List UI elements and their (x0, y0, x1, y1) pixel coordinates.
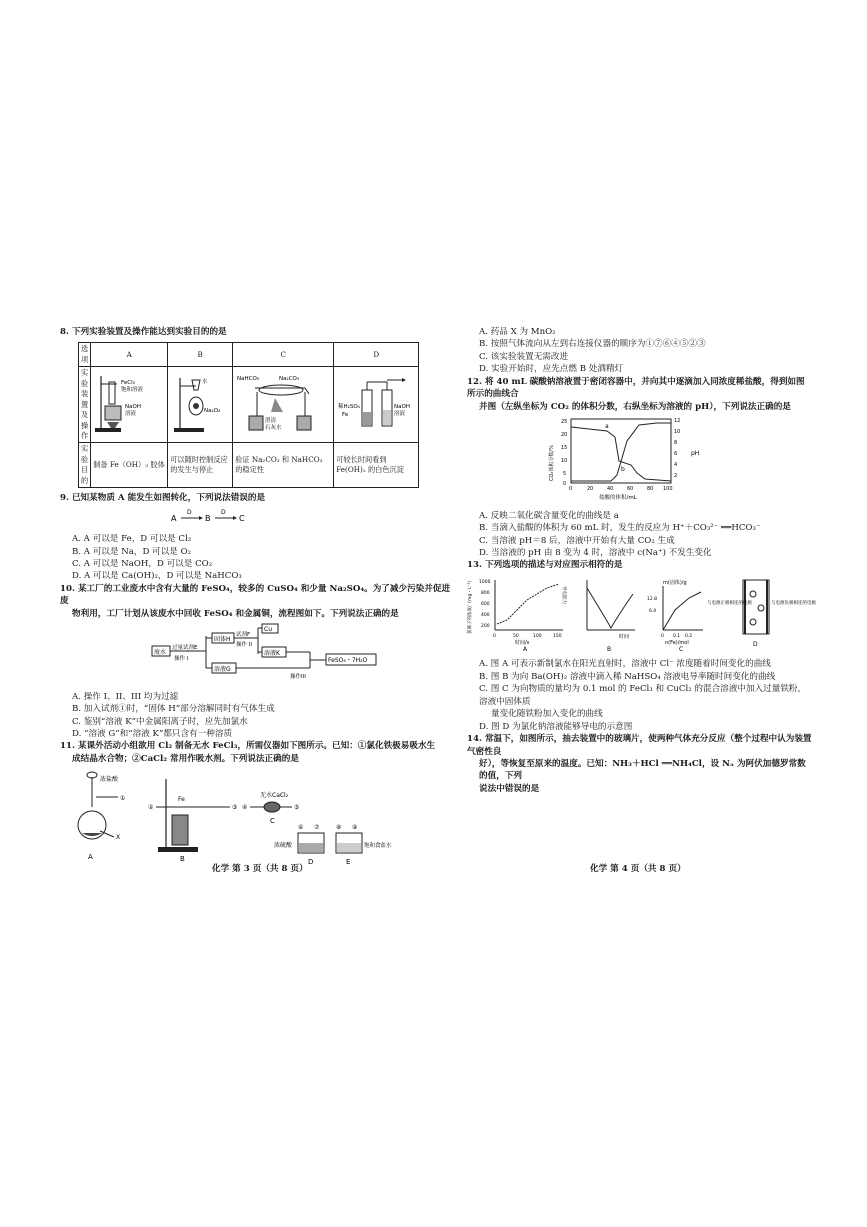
svg-text:1000: 1000 (479, 579, 491, 585)
svg-text:浓盐酸: 浓盐酸 (100, 776, 119, 784)
svg-text:Cu: Cu (264, 626, 272, 634)
svg-text:6: 6 (674, 451, 678, 458)
svg-text:B: B (607, 645, 612, 653)
q12-option: D. 当溶液的 pH 由 8 变为 4 时，溶液中 c(Na⁺) 不发生变化 (479, 547, 712, 558)
svg-text:800: 800 (481, 590, 490, 596)
q11-option: C. 该实验装置无需改进 (479, 351, 569, 362)
svg-text:Fe: Fe (342, 412, 349, 419)
svg-text:20: 20 (561, 432, 568, 439)
q12-option: C. 当溶液 pH＝8 后，溶液中开始有大量 CO₂ 生成 (479, 535, 675, 546)
svg-text:b: b (621, 466, 625, 474)
q13-option: A. 图 A 可表示新制氯水在阳光直射时，溶液中 Cl⁻ 浓度随着时间变化的曲线 (479, 659, 771, 670)
svg-text:A: A (523, 645, 528, 653)
right-page (467, 326, 816, 795)
svg-text:8: 8 (674, 440, 678, 447)
svg-text:D: D (308, 858, 314, 867)
q13-option: B. 图 B 为向 Ba(OH)₂ 溶液中滴入稀 NaHSO₄ 溶液电导率随时间变化的曲线 (479, 671, 776, 682)
svg-text:Fe: Fe (178, 796, 185, 804)
svg-text:A: A (170, 513, 176, 523)
svg-text:0: 0 (569, 486, 573, 493)
svg-text:0: 0 (661, 633, 664, 639)
q10-option: D. “溶液 G”和“溶液 K”都只含有一种溶质 (72, 729, 233, 740)
q14-stem-2: 好），等恢复至原来的温度。已知：NH₃＋HCl ══NH₄Cl，设 Nₐ 为阿伏加德罗常数的值，下列 (479, 758, 806, 782)
q13-figures (467, 574, 816, 656)
svg-text:溶液G: 溶液G (214, 666, 231, 674)
svg-text:60: 60 (627, 486, 634, 493)
svg-text:15: 15 (561, 445, 568, 452)
goal-d: 可较长时间看到 Fe(OH)₂ 的白色沉淀 (334, 443, 419, 488)
q12-option: A. 反映二氧化碳含量变化的曲线是 a (479, 510, 619, 521)
svg-text:⑤: ⑤ (294, 804, 300, 812)
svg-text:C: C (679, 645, 684, 653)
svg-text:试剂F: 试剂F (236, 632, 251, 639)
svg-text:②: ② (148, 804, 154, 812)
svg-text:40: 40 (607, 486, 614, 493)
q9-option: A. A 可以是 Fe，D 可以是 Cl₂ (72, 534, 192, 545)
svg-text:25: 25 (561, 419, 568, 426)
left-footer: 化学 第 3 页（共 8 页） (212, 864, 308, 874)
table-header-cell: A (91, 343, 168, 367)
svg-text:10: 10 (561, 458, 568, 465)
q13-option: D. 图 D 为氯化钠溶液能够导电的示意图 (479, 721, 633, 732)
svg-text:a: a (605, 423, 609, 431)
svg-text:澄清: 澄清 (265, 418, 277, 425)
row-label-purpose: 实验 目的 (79, 443, 91, 488)
svg-text:50: 50 (513, 633, 519, 639)
table-header-cell: C (233, 343, 334, 367)
q12-option: B. 当滴入盐酸的体积为 60 mL 时，发生的反应为 H⁺＋CO₃²⁻ ══HCO₃⁻ (479, 523, 761, 534)
svg-text:100: 100 (533, 633, 542, 639)
svg-text:D: D (186, 508, 192, 516)
svg-text:过量试剂E: 过量试剂E (172, 645, 198, 652)
svg-text:B: B (180, 855, 185, 864)
svg-text:C: C (270, 817, 275, 826)
svg-text:水: 水 (202, 379, 208, 386)
svg-text:氯离子的浓度/（mg・L⁻¹）: 氯离子的浓度/（mg・L⁻¹） (468, 577, 473, 634)
svg-text:4: 4 (674, 462, 678, 469)
q10-stem-2: 物利用，工厂计划从该废水中回收 FeSO₄ 和金属铜，流程图如下。下列说法正确的是 (72, 608, 399, 619)
q10-stem-1: 10. 某工厂的工业废水中含有大量的 FeSO₄，较多的 CuSO₄ 和少量 Na₂SO₄。为了减少污染并促进废 (60, 583, 451, 607)
svg-text:盐酸的体积/mL: 盐酸的体积/mL (599, 495, 637, 502)
svg-text:200: 200 (481, 623, 490, 629)
svg-text:CO₂体积分数/%: CO₂体积分数/% (549, 445, 555, 482)
svg-text:D: D (753, 640, 758, 648)
svg-text:溶液K: 溶液K (264, 650, 280, 658)
svg-text:600: 600 (481, 601, 490, 607)
svg-text:①: ① (120, 795, 126, 803)
svg-text:NaOH: NaOH (125, 404, 142, 411)
svg-text:12.8: 12.8 (647, 596, 658, 602)
q9-option: D. A 可以是 Ca(OH)₂，D 可以是 NaHCO₃ (72, 571, 242, 582)
q9-scheme (0, 507, 455, 531)
q11-apparatus (60, 767, 455, 871)
q13-option: 量变化随铁粉加入变化的曲线 (491, 709, 603, 720)
svg-text:饱和溶液: 饱和溶液 (121, 387, 144, 394)
svg-text:n(Fe)/mol: n(Fe)/mol (665, 639, 689, 646)
svg-text:固体H: 固体H (214, 636, 231, 644)
q9-option: C. A 可以是 NaOH，D 可以是 CO₂ (72, 558, 213, 569)
apparatus-c-drawing (235, 372, 331, 434)
q10-option: A. 操作 I、II、III 均为过滤 (72, 691, 179, 702)
svg-text:导电能力: 导电能力 (561, 585, 566, 604)
apparatus-b-drawing (170, 372, 230, 434)
apparatus-a-drawing (93, 372, 165, 434)
svg-text:5: 5 (563, 471, 567, 478)
svg-text:100: 100 (663, 486, 673, 493)
q12-stem-1: 12. 将 40 mL 碳酸钠溶液置于密闭容器中，并向其中逐滴加入同浓度稀盐酸，得到如图所示的曲线合 (467, 376, 805, 400)
q13-stem: 13. 下列选项的描述与对应图示相符的是 (467, 560, 623, 571)
svg-text:溶液: 溶液 (125, 411, 137, 418)
q10-flowchart (150, 624, 455, 688)
svg-text:0.1: 0.1 (673, 633, 681, 639)
q11-option: A. 药品 X 为 MnO₂ (479, 327, 556, 337)
q9-option: B. A 可以是 Na，D 可以是 O₂ (72, 546, 192, 557)
right-footer: 化学 第 4 页（共 8 页） (590, 864, 686, 874)
svg-text:150: 150 (553, 633, 562, 639)
svg-text:稀H₂SO₄: 稀H₂SO₄ (338, 404, 361, 411)
q11-apparatus-drawing (60, 767, 390, 867)
q10-option: B. 加入试剂①时，“固体 H”部分溶解同时有气体生成 (72, 704, 275, 715)
svg-text:0: 0 (563, 481, 567, 488)
q12-chart-drawing (547, 415, 700, 503)
table-header-cell: 选项 (79, 343, 91, 367)
svg-text:0.2: 0.2 (685, 633, 693, 639)
row-label-apparatus: 实验 装置 及 操作 (79, 367, 91, 443)
svg-text:E: E (346, 858, 351, 867)
q14-stem-1: 14. 常温下，如图所示，抽去装置中的玻璃片，使两种气体充分反应（整个过程中认为装置气密性良 (467, 734, 812, 757)
svg-text:无水CaCl₂: 无水CaCl₂ (260, 792, 289, 800)
svg-text:B: B (204, 513, 210, 523)
goal-c: 验证 Na₂CO₃ 和 NaHCO₃ 的稳定性 (233, 443, 334, 488)
q9-scheme-drawing (143, 507, 253, 527)
svg-text:2: 2 (674, 473, 678, 480)
table-header-cell: B (168, 343, 233, 367)
svg-text:⑥: ⑥ (298, 824, 304, 832)
svg-text:时间/s: 时间/s (515, 639, 530, 646)
svg-text:操作 I: 操作 I (174, 656, 189, 663)
svg-text:③: ③ (232, 804, 238, 812)
q13-option: C. 图 C 为向物质的量均为 0.1 mol 的 FeCl₃ 和 CuCl₂ 的混合溶液中加入过量铁粉，溶液中固体质 (479, 684, 807, 707)
q11-stem-2: 成结晶水合物；②CaCl₂ 常用作吸水剂。下列说法正确的是 (72, 753, 299, 764)
svg-text:浓硫酸: 浓硫酸 (274, 842, 293, 850)
svg-text:时间: 时间 (619, 633, 630, 640)
svg-text:⑧: ⑧ (336, 824, 342, 832)
q10-flowchart-drawing (150, 624, 380, 684)
svg-text:400: 400 (481, 612, 490, 618)
svg-text:20: 20 (587, 486, 594, 493)
svg-text:80: 80 (647, 486, 654, 493)
svg-text:石灰水: 石灰水 (265, 425, 282, 432)
svg-text:⑦: ⑦ (314, 824, 320, 832)
left-page (60, 326, 455, 872)
q11-option: B. 按照气体流向从左到右连接仪器的顺序为①⑦⑥④⑤②③ (479, 339, 706, 350)
apparatus-d (334, 367, 419, 443)
svg-text:FeSO₄・7H₂O: FeSO₄・7H₂O (328, 657, 368, 665)
svg-text:0: 0 (493, 633, 496, 639)
svg-text:饱和食盐水: 饱和食盐水 (364, 843, 392, 850)
q10-option: C. 鉴别“溶液 K”中金属阳离子时，应先加氯水 (72, 716, 248, 727)
svg-text:D: D (220, 508, 226, 516)
svg-text:A: A (88, 853, 93, 862)
apparatus-c (233, 367, 334, 443)
q14-stem-3: 说法中错误的是 (479, 783, 540, 794)
table-header-cell: D (334, 343, 419, 367)
svg-text:10: 10 (674, 429, 681, 436)
svg-text:m(固体)/g: m(固体)/g (663, 579, 687, 586)
apparatus-d-drawing (336, 372, 416, 434)
q13-figures-drawing (467, 574, 816, 653)
svg-text:⑨: ⑨ (352, 824, 358, 832)
q12-chart (547, 415, 812, 507)
svg-text:溶液: 溶液 (394, 411, 406, 418)
svg-text:pH: pH (691, 450, 700, 458)
apparatus-a (91, 367, 168, 443)
svg-text:④: ④ (242, 804, 248, 812)
goal-a: 制备 Fe（OH）₃ 胶体 (91, 443, 168, 488)
svg-text:FeCl₃: FeCl₃ (121, 380, 136, 387)
q12-stem-2: 并图（左纵坐标为 CO₂ 的体积分数，右纵坐标为溶液的 pH），下列说法正确的是 (479, 401, 791, 412)
q11-option: D. 实验开始时，应先点燃 B 处酒精灯 (479, 364, 624, 375)
q8-stem: 8. 下列实验装置及操作能达到实验目的的是 (60, 327, 227, 337)
svg-text:X: X (116, 834, 121, 842)
svg-text:操作III: 操作III (290, 674, 306, 681)
apparatus-b (168, 367, 233, 443)
svg-text:操作 II: 操作 II (236, 642, 252, 649)
svg-text:NaHCO₃: NaHCO₃ (237, 376, 260, 383)
svg-text:与电源负极相连的电极: 与电源负极相连的电极 (771, 600, 816, 606)
svg-text:Na₂CO₃: Na₂CO₃ (279, 376, 300, 383)
q9-stem: 9. 已知某物质 A 能发生如图转化，下列说法错误的是 (60, 493, 266, 504)
svg-text:Na₂O₂: Na₂O₂ (204, 408, 221, 415)
svg-text:C: C (238, 513, 245, 523)
svg-text:12: 12 (674, 418, 681, 425)
svg-text:6.4: 6.4 (649, 608, 657, 614)
svg-text:与电源正极相连的电极: 与电源正极相连的电极 (707, 600, 752, 606)
svg-text:NaOH: NaOH (394, 404, 411, 411)
goal-b: 可以随时控制反应的发生与停止 (168, 443, 233, 488)
q11-stem-1: 11. 某课外活动小组欲用 Cl₂ 制备无水 FeCl₃，所需仪器如下图所示。已知：①氯化铁极易吸水生 (60, 741, 436, 752)
q8-table (78, 342, 419, 488)
svg-text:废水: 废水 (154, 649, 167, 657)
